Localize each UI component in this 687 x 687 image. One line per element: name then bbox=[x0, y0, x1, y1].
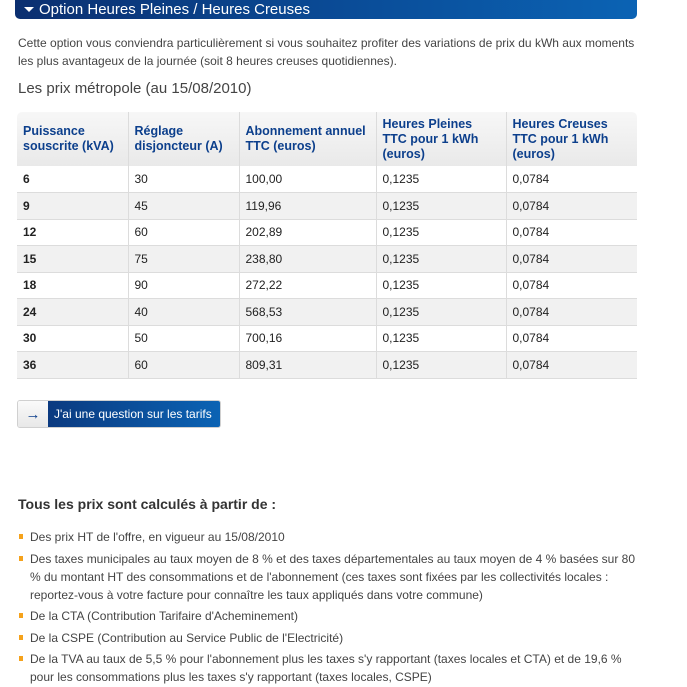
cell-heures-creuses: 0,0784 bbox=[506, 193, 637, 220]
cell-abonnement: 568,53 bbox=[239, 299, 376, 326]
header-heures-creuses: Heures Creuses TTC pour 1 kWh (euros) bbox=[506, 112, 637, 166]
calculation-title: Tous les prix sont calculés à partir de : bbox=[18, 496, 277, 512]
header-puissance: Puissance souscrite (kVA) bbox=[17, 112, 128, 166]
cell-reglage: 50 bbox=[128, 325, 239, 352]
cell-heures-creuses: 0,0784 bbox=[506, 219, 637, 246]
header-heures-pleines: Heures Pleines TTC pour 1 kWh (euros) bbox=[376, 112, 506, 166]
table-row bbox=[17, 352, 637, 379]
cell-heures-creuses: 0,0784 bbox=[506, 272, 637, 299]
cell-heures-pleines: 0,1235 bbox=[376, 219, 506, 246]
cell-puissance: 36 bbox=[17, 352, 128, 379]
cell-abonnement: 202,89 bbox=[239, 219, 376, 246]
cell-puissance: 6 bbox=[17, 166, 128, 193]
bullet-icon bbox=[19, 534, 23, 539]
list-item-text: Des taxes municipales au taux moyen de 8 % et des taxes départementales au taux moyen de 4 % basées sur 80 % du montant HT des consommations et de l'abonnement (ces taxes sont fixées par les collectivités locales : reportez-vous à votre facture pour connaître les taux appliqués dans votre commune) bbox=[30, 551, 636, 602]
cell-heures-creuses: 0,0784 bbox=[506, 166, 637, 193]
cell-heures-pleines: 0,1235 bbox=[376, 193, 506, 220]
cell-heures-pleines: 0,1235 bbox=[376, 272, 506, 299]
cell-abonnement: 809,31 bbox=[239, 352, 376, 379]
question-tarifs-label: J'ai une question sur les tarifs bbox=[48, 401, 220, 427]
cell-heures-creuses: 0,0784 bbox=[506, 325, 637, 352]
list-item-text: Des prix HT de l'offre, en vigueur au 15/08/2010 bbox=[30, 530, 285, 544]
table-row bbox=[17, 299, 637, 326]
table-row bbox=[17, 246, 637, 273]
list-item bbox=[18, 650, 638, 686]
list-item-text: De la TVA au taux de 5,5 % pour l'abonnement plus les taxes s'y rapportant (taxes locales et CTA) et de 19,6 % pour les consommations plus les taxes s'y rapportant (taxes locales, CSPE) bbox=[30, 652, 622, 684]
cell-reglage: 45 bbox=[128, 193, 239, 220]
cell-reglage: 90 bbox=[128, 272, 239, 299]
section-title: Option Heures Pleines / Heures Creuses bbox=[39, 0, 310, 18]
cell-abonnement: 119,96 bbox=[239, 193, 376, 220]
section-header-toggle[interactable] bbox=[15, 0, 637, 19]
list-item bbox=[18, 607, 638, 625]
prices-subtitle: Les prix métropole (au 15/08/2010) bbox=[18, 80, 252, 97]
cell-heures-pleines: 0,1235 bbox=[376, 166, 506, 193]
cell-heures-pleines: 0,1235 bbox=[376, 325, 506, 352]
bullet-icon bbox=[19, 656, 23, 661]
header-reglage: Réglage disjoncteur (A) bbox=[128, 112, 239, 166]
cell-heures-pleines: 0,1235 bbox=[376, 299, 506, 326]
list-item-text: De la CSPE (Contribution au Service Public de l'Electricité) bbox=[30, 630, 344, 645]
cell-puissance: 30 bbox=[17, 325, 128, 352]
cell-puissance: 15 bbox=[17, 246, 128, 273]
cell-reglage: 75 bbox=[128, 246, 239, 273]
list-item-text: De la CTA (Contribution Tarifaire d'Acheminement) bbox=[30, 609, 298, 623]
cell-heures-pleines: 0,1235 bbox=[376, 352, 506, 379]
bullet-icon bbox=[19, 556, 23, 561]
table-row bbox=[17, 193, 637, 220]
caret-down-icon bbox=[24, 7, 34, 12]
prices-table bbox=[17, 112, 637, 379]
cell-reglage: 40 bbox=[128, 299, 239, 326]
table-row bbox=[17, 219, 637, 246]
table-row bbox=[17, 166, 637, 193]
cell-heures-creuses: 0,0784 bbox=[506, 246, 637, 273]
bullet-icon bbox=[19, 613, 23, 618]
cell-abonnement: 700,16 bbox=[239, 325, 376, 352]
header-abonnement: Abonnement annuel TTC (euros) bbox=[239, 112, 376, 166]
calculation-list bbox=[18, 528, 638, 687]
list-item bbox=[18, 550, 638, 604]
arrow-right-icon: → bbox=[18, 401, 48, 427]
cell-puissance: 18 bbox=[17, 272, 128, 299]
cell-puissance: 12 bbox=[17, 219, 128, 246]
cell-heures-pleines: 0,1235 bbox=[376, 246, 506, 273]
cell-abonnement: 272,22 bbox=[239, 272, 376, 299]
cell-heures-creuses: 0,0784 bbox=[506, 299, 637, 326]
cell-reglage: 60 bbox=[128, 352, 239, 379]
cell-abonnement: 238,80 bbox=[239, 246, 376, 273]
cell-heures-creuses: 0,0784 bbox=[506, 352, 637, 379]
table-header-row bbox=[17, 112, 637, 166]
cell-abonnement: 100,00 bbox=[239, 166, 376, 193]
cell-puissance: 24 bbox=[17, 299, 128, 326]
cell-reglage: 30 bbox=[128, 166, 239, 193]
bullet-icon bbox=[19, 635, 23, 640]
table-row bbox=[17, 272, 637, 299]
list-item bbox=[18, 629, 638, 647]
cell-reglage: 60 bbox=[128, 219, 239, 246]
table-row bbox=[17, 325, 637, 352]
intro-text: Cette option vous conviendra particulièrement si vous souhaitez profiter des variations de prix du kWh aux moments les plus avantageux de la journée (soit 8 heures creuses quotidiennes). bbox=[18, 36, 635, 68]
list-item bbox=[18, 528, 638, 546]
question-tarifs-button[interactable] bbox=[17, 400, 221, 428]
cell-puissance: 9 bbox=[17, 193, 128, 220]
